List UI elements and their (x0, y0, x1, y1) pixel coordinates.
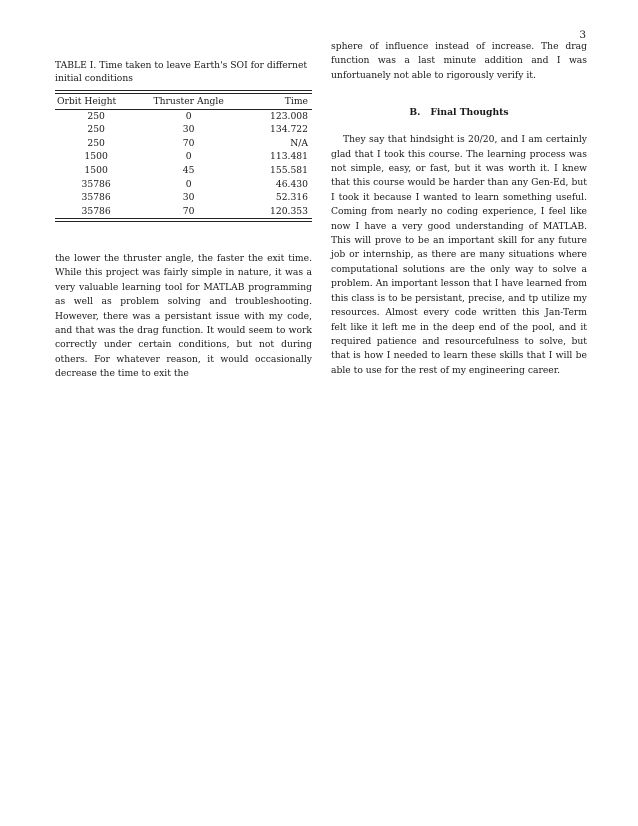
cell-time: 52.316 (275, 192, 308, 204)
table-bottom-rule (55, 218, 312, 222)
cell-orbit-height: 250 (87, 110, 105, 122)
left-column-top (55, 60, 312, 222)
section-title: Final Thoughts (430, 107, 509, 119)
section-heading (331, 107, 587, 118)
table-header-row (55, 94, 312, 109)
table-row (55, 205, 312, 219)
cell-time: 123.008 (270, 110, 308, 122)
cell-orbit-height: 35786 (81, 192, 111, 204)
table-row (55, 164, 312, 178)
continuation-paragraph: sphere of influence instead of increase. The drag function was a last minute addition and I was unfortuanely not able to rigorously verify it. (331, 41, 587, 81)
results-table-wrapper (55, 90, 312, 222)
header-thruster-angle: Thruster Angle (153, 95, 224, 107)
results-table (55, 94, 312, 109)
table-row (55, 137, 312, 151)
cell-orbit-height: 1500 (84, 151, 108, 163)
cell-orbit-height: 35786 (81, 205, 111, 217)
left-column-paragraph: the lower the thruster angle, the faster the exit time. While this project was fairly simple in nature, it was a very valuable learning tool for MATLAB programming as well as problem solving and troubleshooting. However, there was a persistant issue with my code, and that was the drag function. It would seem to work correctly under certain conditions, but not during others. For whatever reason, it would occasionally decrease the time to exit the (55, 253, 312, 380)
cell-thruster-angle: 30 (182, 124, 195, 136)
cell-thruster-angle: 30 (182, 192, 195, 204)
final-thoughts-paragraph: They say that hindsight is 20/20, and I am certainly glad that I took this course. The learning process was not simple, easy, or fast, but it was worth it. I knew that this course would be harder than any Gen-Ed, but I took it because I wanted to learn something useful. Coming from nearly no coding experience, I feel like now I have a very good understanding of MATLAB. This will prove to be an important skill for any future job or internship, as there are many situations where computational solutions are the only way to solve a problem. An important lesson that I have learned from this class is to be persistant, precise, and tp utilize my resources. Almost every code written this Jan-Term felt like it left me in the deep end of the pool, and it required patience and resourcefulness to solve, but that is how I needed to learn these skills that I will be able to use for the rest of my engineering career. (331, 134, 587, 376)
header-orbit-height: Orbit Height (57, 95, 117, 107)
header-time: Time (284, 95, 308, 107)
cell-orbit-height: 250 (87, 137, 105, 149)
cell-thruster-angle: 0 (185, 110, 192, 122)
table-row (55, 191, 312, 205)
cell-thruster-angle: 70 (182, 137, 195, 149)
table-row (55, 150, 312, 164)
table-row (55, 123, 312, 137)
cell-orbit-height: 250 (87, 124, 105, 136)
cell-time: N/A (290, 137, 308, 149)
cell-time: 120.353 (270, 205, 308, 217)
results-table-body (55, 110, 312, 219)
cell-time: 113.481 (270, 151, 308, 163)
cell-thruster-angle: 0 (185, 151, 192, 163)
cell-thruster-angle: 70 (182, 205, 195, 217)
cell-time: 134.722 (270, 124, 308, 136)
table-caption: TABLE I. Time taken to leave Earth's SOI for differnet initial conditions (55, 60, 308, 84)
cell-time: 46.430 (275, 178, 308, 190)
page-number: 3 (579, 29, 586, 41)
section-number: B. (409, 107, 421, 119)
table-row (55, 110, 312, 124)
right-column (331, 40, 587, 378)
cell-orbit-height: 35786 (81, 178, 111, 190)
cell-thruster-angle: 0 (185, 178, 192, 190)
table-row (55, 178, 312, 192)
cell-thruster-angle: 45 (182, 164, 195, 176)
cell-time: 155.581 (270, 164, 308, 176)
cell-orbit-height: 1500 (84, 164, 108, 176)
